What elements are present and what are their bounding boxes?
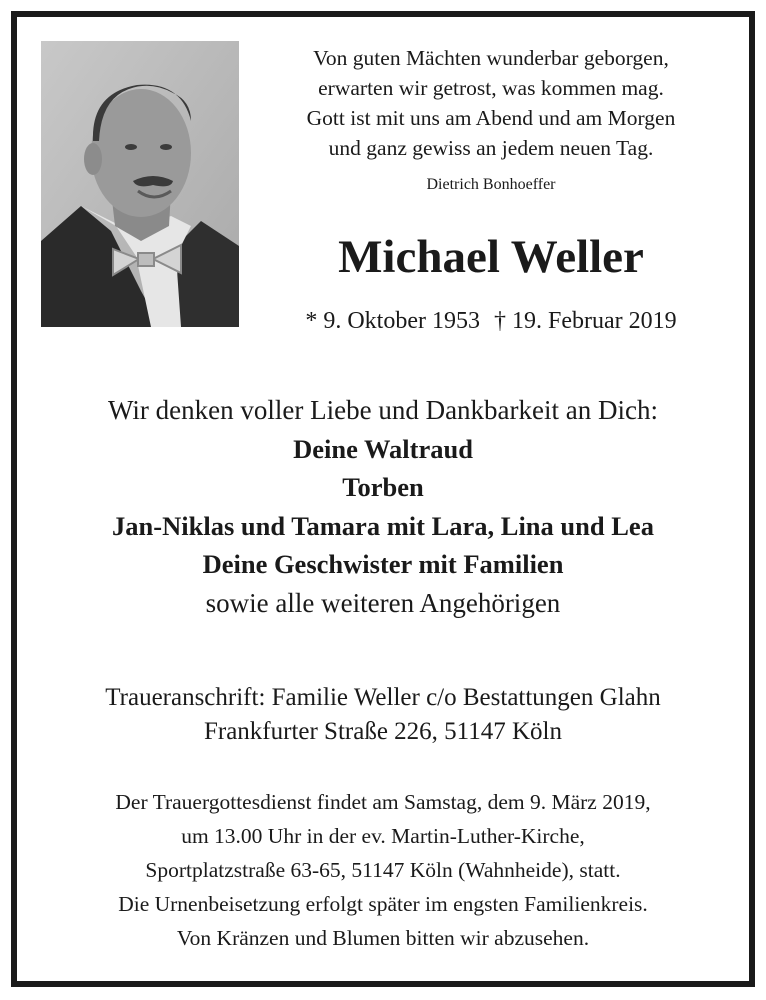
obituary-notice: [11, 11, 755, 987]
cross-icon: †: [494, 308, 506, 334]
birth-date: * 9. Oktober 1953: [305, 308, 480, 334]
service-line: um 13.00 Uhr in der ev. Martin-Luther-Kirche,: [181, 824, 585, 848]
life-dates: [249, 305, 733, 337]
poem-line: Gott ist mit uns am Abend und am Morgen: [306, 106, 676, 130]
mourner-name: Deine Geschwister mit Familien: [202, 549, 564, 580]
poem-line: Von guten Mächten wunderbar geborgen,: [313, 46, 669, 70]
mourners: [17, 391, 749, 623]
portrait-photo: [41, 41, 239, 327]
mourners-outro: sowie alle weiteren Angehörigen: [205, 587, 561, 618]
address-line: Traueranschrift: Familie Weller c/o Bestattungen Glahn: [105, 684, 661, 711]
mourner-name: Deine Waltraud: [293, 433, 473, 464]
mourner-name: Jan-Niklas und Tamara mit Lara, Lina und Lea: [112, 510, 654, 541]
death-date: 19. Februar 2019: [512, 308, 677, 334]
service-info: [17, 785, 749, 955]
poem-line: und ganz gewiss an jedem neuen Tag.: [328, 136, 654, 160]
mourner-name: Torben: [342, 472, 424, 503]
poem: [249, 43, 733, 163]
mourning-address: [17, 681, 749, 749]
service-line: Der Trauergottesdienst findet am Samstag, dem 9. März 2019,: [115, 790, 651, 814]
service-line: Die Urnenbeisetzung erfolgt später im engsten Familienkreis.: [118, 892, 648, 916]
service-line: Von Kränzen und Blumen bitten wir abzusehen.: [176, 926, 590, 950]
deceased-name: Michael Weller: [338, 231, 644, 283]
poem-author: Dietrich Bonhoeffer: [426, 176, 556, 193]
address-line: Frankfurter Straße 226, 51147 Köln: [203, 718, 563, 745]
poem-line: erwarten wir getrost, was kommen mag.: [318, 76, 664, 100]
service-line: Sportplatzstraße 63-65, 51147 Köln (Wahnheide), statt.: [145, 858, 621, 882]
mourners-intro: Wir denken voller Liebe und Dankbarkeit an Dich:: [108, 395, 658, 425]
